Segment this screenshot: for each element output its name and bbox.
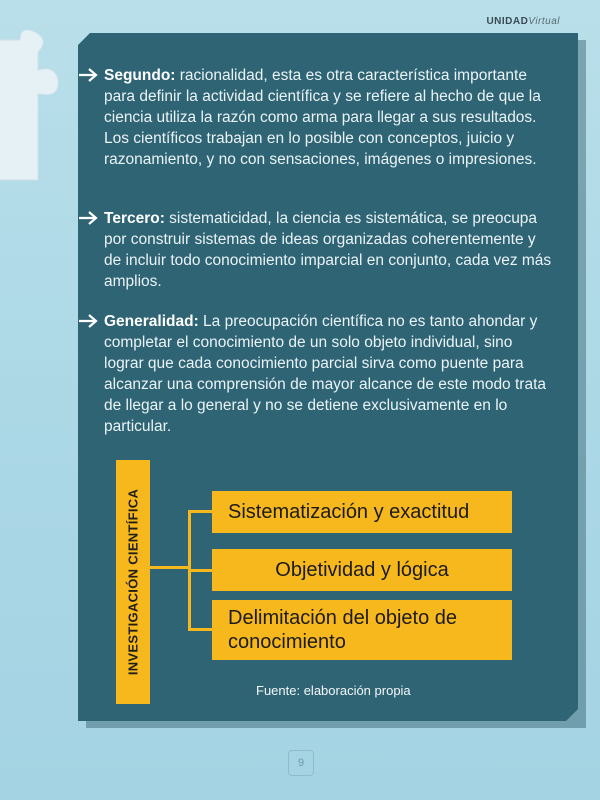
branch-label: Delimitación del objeto de conocimiento: [228, 607, 458, 653]
branch-box-3: [212, 600, 512, 660]
arrow-right-icon: [78, 210, 100, 226]
item-text: racionalidad, esta es otra característica importante para definir la actividad científica y se refiere al hecho de que la ciencia utiliza la razón como arma para llegar a sus resultados. Los científicos trabajan en lo posible con conceptos, juicio y razonamiento, y no con sensaciones, imágenes o impresiones.: [104, 67, 541, 168]
page-number: 9: [288, 750, 314, 776]
item-text: La preocupación científica no es tanto ahondar y completar el conocimiento de un solo objeto individual, sino lograr que cada conocimiento parcial sirva como puente para alcanzar una comprensión de mayor alcance de este modo trata de llegar a lo general y no se detiene exclusivamente en lo particular.: [104, 313, 546, 435]
list-item-tercero: [82, 208, 552, 292]
branch-label: Objetividad y lógica: [275, 559, 449, 581]
branch-box-1: [212, 491, 512, 533]
brand-logo: UNIDADVirtual: [486, 16, 560, 27]
arrow-right-icon: [78, 67, 100, 83]
list-item-segundo: [82, 65, 552, 170]
term-label: Tercero:: [104, 210, 165, 227]
connector-horizontal: [150, 566, 190, 569]
branch-box-2: [212, 549, 512, 591]
connector-branch-1: [188, 510, 212, 513]
arrow-right-icon: [78, 313, 100, 329]
puzzle-piece-icon: [0, 30, 60, 210]
branch-label: Sistematización y exactitud: [228, 501, 470, 523]
item-text: sistematicidad, la ciencia es sistemática, se preocupa por construir sistemas de ideas organizadas coherentemente y de incluir todo conocimiento imparcial en conjunto, cada vez más amplios.: [104, 210, 552, 290]
connector-branch-2: [188, 569, 212, 572]
term-label: Generalidad:: [104, 313, 199, 330]
diagram-root-label: INVESTIGACIÓN CIENTÍFICA: [125, 488, 141, 676]
connector-branch-3: [188, 628, 212, 631]
list-item-generalidad: [82, 311, 552, 437]
term-label: Segundo:: [104, 67, 176, 84]
figure-caption: Fuente: elaboración propia: [256, 683, 411, 698]
